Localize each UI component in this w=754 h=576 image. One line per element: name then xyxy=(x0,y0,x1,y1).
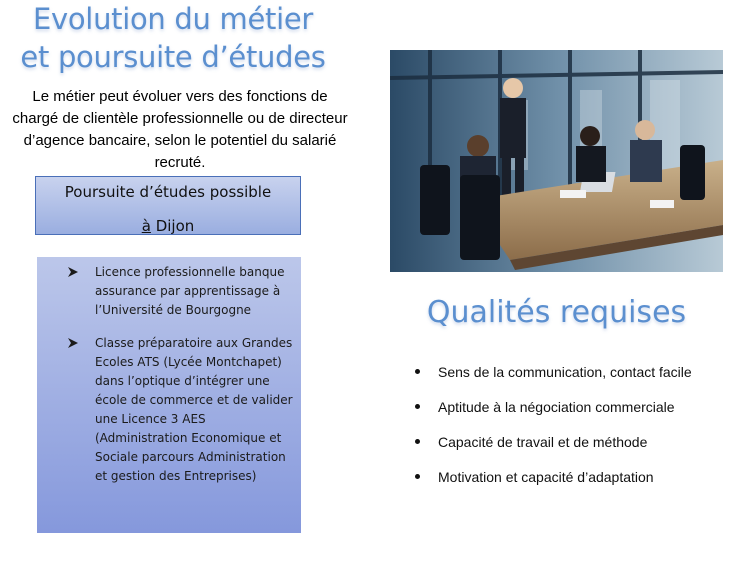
study-box-line-2 xyxy=(36,217,300,235)
section-title-line-1: Evolution du métier xyxy=(32,2,314,36)
study-box xyxy=(35,176,301,235)
intro-paragraph: Le métier peut évoluer vers des fonctions de chargé de clientèle professionnelle ou de directeur d’agence bancaire, selon le potentiel du salarié recruté. xyxy=(12,88,348,171)
arrow-bullet-icon xyxy=(67,266,79,278)
program-text: Classe préparatoire aux Grandes Ecoles ATS (Lycée Montchapet) dans l’optique d’intégrer une école de commerce et de valider une Licence 3 AES (Administration Economique et Sociale parcours Administration et gestion des Entreprises) xyxy=(95,336,293,483)
quality-item xyxy=(414,362,744,397)
bullet-icon xyxy=(415,404,420,409)
quality-text: Sens de la communication, contact facile xyxy=(438,364,692,380)
meeting-illustration xyxy=(390,50,723,272)
bullet-icon xyxy=(415,474,420,479)
qualities-title: Qualités requises xyxy=(426,295,687,330)
quality-text: Capacité de travail et de méthode xyxy=(438,434,648,450)
quality-item xyxy=(414,467,744,502)
program-text: Licence professionnelle banque assurance par apprentissage à l’Université de Bourgogne xyxy=(95,265,285,317)
program-item xyxy=(55,263,293,320)
office-meeting-photo xyxy=(390,50,723,272)
bullet-icon xyxy=(415,369,420,374)
quality-item xyxy=(414,397,744,432)
study-box-line-1: Poursuite d’études possible xyxy=(64,183,272,201)
quality-item xyxy=(414,432,744,467)
study-box-city: Dijon xyxy=(150,217,195,235)
quality-text: Motivation et capacité d’adaptation xyxy=(438,469,654,485)
study-box-prefix: à xyxy=(141,217,151,235)
arrow-bullet-icon xyxy=(67,337,79,349)
bullet-icon xyxy=(415,439,420,444)
quality-text: Aptitude à la négociation commerciale xyxy=(438,399,675,415)
section-title-line-2: et poursuite d’études xyxy=(20,40,326,74)
programs-box xyxy=(37,257,301,533)
program-item xyxy=(55,334,293,486)
qualities-list xyxy=(414,362,744,502)
